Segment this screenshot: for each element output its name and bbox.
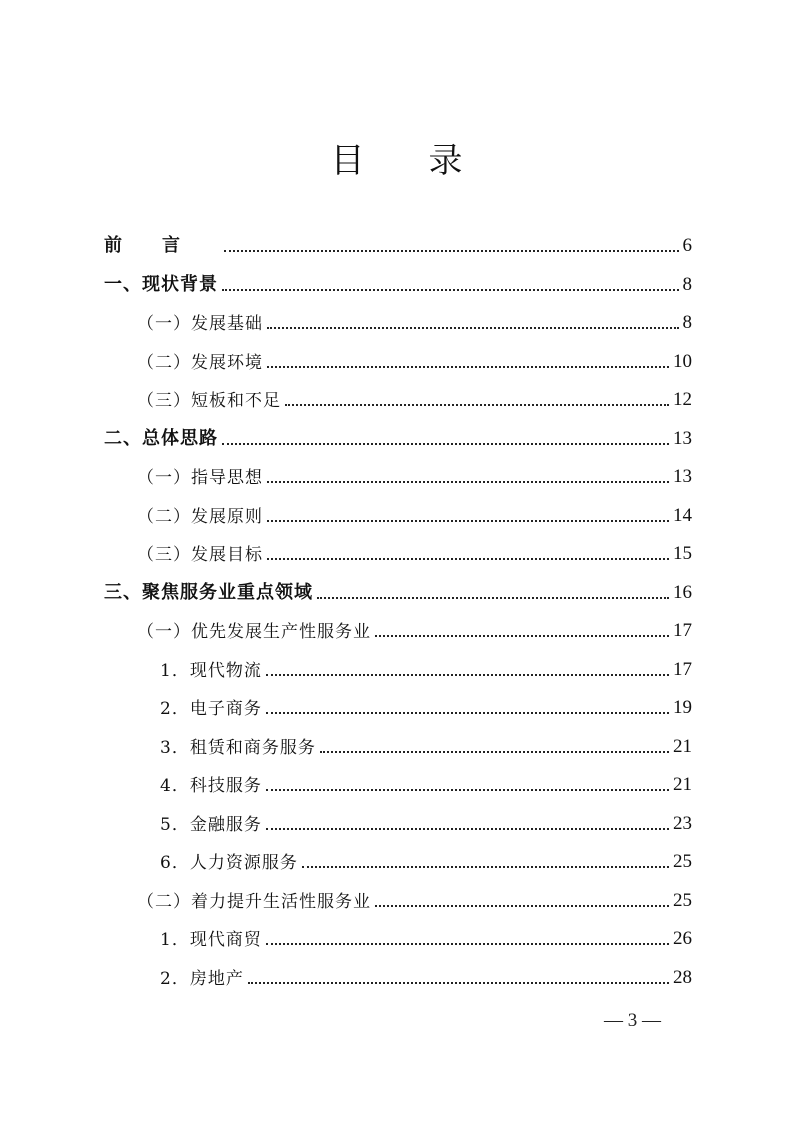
dot-leader — [375, 625, 669, 637]
toc-entry[interactable] — [160, 961, 692, 989]
toc-entry[interactable] — [160, 691, 692, 719]
toc-entry[interactable] — [160, 845, 692, 873]
toc-entry[interactable] — [160, 730, 692, 758]
toc-entry-label: （二）发展原则 — [137, 507, 263, 527]
dot-leader — [266, 779, 669, 791]
title-char-2: 录 — [428, 141, 463, 181]
dot-leader — [248, 972, 669, 984]
dot-leader — [267, 510, 669, 522]
toc-entry-page: 28 — [673, 967, 692, 988]
toc-entry-page: 25 — [673, 890, 692, 911]
toc-entry-page: 13 — [673, 466, 692, 487]
toc-entry-label: 3．租赁和商务服务 — [160, 738, 316, 758]
toc-entry-page: 15 — [673, 543, 692, 564]
toc-entry[interactable] — [137, 499, 692, 527]
toc-entry[interactable] — [137, 614, 692, 642]
toc-entry-page: 19 — [673, 697, 692, 718]
toc-entry-label: 4．科技服务 — [160, 776, 262, 796]
dot-leader — [222, 433, 669, 445]
toc-entry[interactable] — [137, 537, 692, 565]
toc-entry-page: 26 — [673, 928, 692, 949]
toc-entry-label: （一）指导思想 — [137, 468, 263, 488]
dot-leader — [222, 279, 679, 291]
toc-entry[interactable] — [137, 383, 692, 411]
toc-entry-label: （一）优先发展生产性服务业 — [137, 622, 371, 642]
dot-leader — [317, 587, 669, 599]
dot-leader — [302, 856, 669, 868]
toc-entry-page: 12 — [673, 389, 692, 410]
toc-entry[interactable] — [137, 884, 692, 912]
dot-leader — [266, 664, 669, 676]
toc-entry-page: 21 — [673, 774, 692, 795]
toc-entry-label: 一、现状背景 — [104, 274, 218, 295]
dot-leader — [266, 702, 669, 714]
toc-entry-label: 1．现代商贸 — [160, 930, 262, 950]
toc-entry-label: 2．房地产 — [160, 969, 244, 989]
toc-entry-page: 6 — [682, 235, 692, 256]
toc-entry[interactable] — [160, 653, 692, 681]
dot-leader — [285, 394, 669, 406]
toc-entry-page: 17 — [673, 620, 692, 641]
toc-entry-label: （二）发展环境 — [137, 353, 263, 373]
toc-entry-page: 8 — [682, 274, 692, 295]
toc-entry-page: 10 — [673, 351, 692, 372]
toc-entry[interactable] — [104, 229, 692, 257]
dot-leader — [224, 240, 679, 252]
toc-entry-page: 8 — [682, 312, 692, 333]
toc-entry-label: （三）发展目标 — [137, 545, 263, 565]
toc-entry-page: 14 — [673, 505, 692, 526]
dot-leader — [267, 356, 669, 368]
toc-entry-label: 二、总体思路 — [104, 428, 218, 449]
toc-entry[interactable] — [104, 576, 692, 604]
toc-entry-page: 25 — [673, 851, 692, 872]
toc-entry-page: 13 — [673, 428, 692, 449]
toc-entry-page: 23 — [673, 813, 692, 834]
page-number: — 3 — — [604, 1010, 661, 1031]
toc-entry-label: 1．现代物流 — [160, 661, 262, 681]
toc-entry-label: 三、聚焦服务业重点领域 — [104, 582, 313, 603]
toc-entry[interactable] — [137, 345, 692, 373]
toc-entry-label: （二）着力提升生活性服务业 — [137, 892, 371, 912]
dot-leader — [375, 895, 669, 907]
toc-entry-label: 6．人力资源服务 — [160, 853, 298, 873]
toc-entry[interactable] — [160, 768, 692, 796]
title-char-1: 目 — [330, 141, 365, 181]
toc-entry-label: 前言 — [104, 235, 220, 256]
toc-entry[interactable] — [137, 460, 692, 488]
dot-leader — [267, 471, 669, 483]
toc-entry-label: 5．金融服务 — [160, 815, 262, 835]
toc-entry[interactable] — [160, 807, 692, 835]
toc-entry[interactable] — [160, 922, 692, 950]
dot-leader — [267, 548, 669, 560]
dot-leader — [266, 818, 669, 830]
toc-entry-label: 2．电子商务 — [160, 699, 262, 719]
toc-entry[interactable] — [137, 306, 692, 334]
toc-entry[interactable] — [104, 422, 692, 450]
toc-entry-page: 17 — [673, 659, 692, 680]
toc-entry[interactable] — [104, 268, 692, 296]
dot-leader — [266, 933, 669, 945]
dot-leader — [267, 317, 679, 329]
toc-entry-page: 21 — [673, 736, 692, 757]
toc-entry-label: （一）发展基础 — [137, 314, 263, 334]
dot-leader — [320, 741, 669, 753]
toc-entry-page: 16 — [673, 582, 692, 603]
toc-entry-label: （三）短板和不足 — [137, 391, 281, 411]
